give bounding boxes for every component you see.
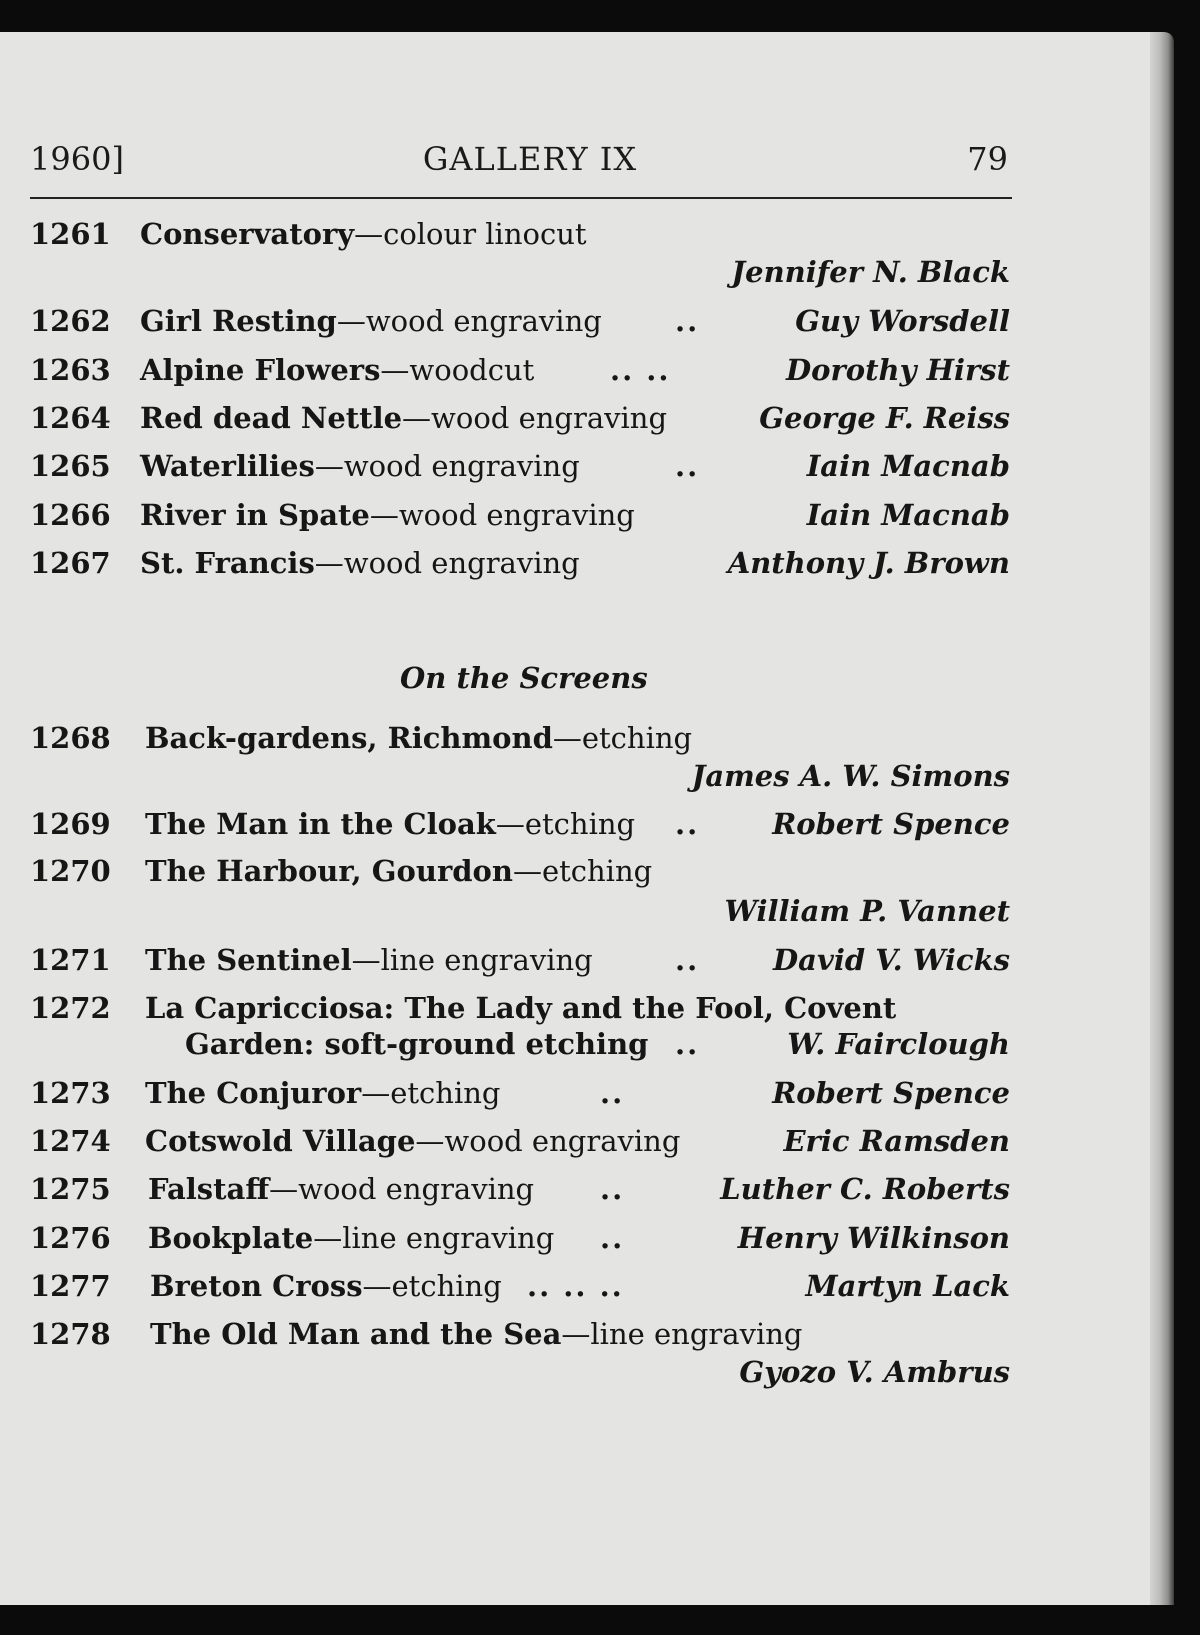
entry-title-text: Waterlilies — [140, 449, 315, 483]
entry-number: 1273 — [30, 1076, 111, 1110]
entry-medium: —wood engraving — [402, 401, 668, 435]
leader-dots: .. — [600, 1221, 625, 1255]
entry-artist: W. Fairclough — [787, 1027, 1010, 1061]
entry-title-text: Back-gardens, Richmond — [145, 721, 553, 755]
entry-medium: —line engraving — [313, 1221, 555, 1255]
entry-title-text: Conservatory — [140, 217, 355, 251]
entry-title-text: The Old Man and the Sea — [150, 1317, 562, 1351]
entry-medium: —etching — [495, 807, 636, 841]
entry-artist: Luther C. Roberts — [720, 1172, 1010, 1206]
section-heading: On the Screens — [400, 661, 648, 695]
entry-number: 1261 — [30, 217, 111, 251]
entry-title — [140, 352, 534, 388]
entry-number: 1274 — [30, 1124, 111, 1158]
entry-title-text: Girl Resting — [140, 304, 337, 338]
entry-title — [148, 1171, 534, 1207]
entry-title-text: The Conjuror — [145, 1076, 362, 1110]
entry-title — [145, 806, 635, 842]
header-rule — [30, 197, 1012, 199]
entry-number: 1277 — [30, 1269, 111, 1303]
entry-number: 1276 — [30, 1221, 111, 1255]
entry-medium: —etching — [362, 1269, 502, 1303]
entry-medium: —etching — [552, 721, 693, 755]
entry-title — [150, 1316, 802, 1352]
entry-number: 1278 — [30, 1317, 111, 1351]
entry-number: 1262 — [30, 304, 111, 338]
leader-dots: .. — [675, 943, 700, 977]
page-number: 79 — [967, 140, 1008, 178]
entry-title — [140, 497, 635, 533]
entry-number: 1264 — [30, 401, 111, 435]
entry-number: 1265 — [30, 449, 111, 483]
entry-title-continuation: Garden: soft-ground etching — [185, 1027, 649, 1061]
leader-dots: .. .. — [610, 353, 671, 387]
entry-medium: —line engraving — [351, 943, 593, 977]
entry-medium: —wood engraving — [314, 449, 580, 483]
header-title: GALLERY IX — [422, 140, 638, 178]
entry-artist: Iain Macnab — [806, 498, 1010, 532]
entry-medium: —wood engraving — [269, 1172, 535, 1206]
leader-dots: .. — [675, 807, 700, 841]
entry-artist: James A. W. Simons — [691, 759, 1010, 793]
leader-dots: .. — [675, 449, 700, 483]
entry-artist: David V. Wicks — [773, 943, 1010, 977]
entry-number: 1272 — [30, 991, 111, 1025]
leader-dots: .. — [600, 1172, 625, 1206]
entry-title-text: Alpine Flowers — [140, 353, 381, 387]
entry-title — [145, 720, 692, 756]
entry-title — [150, 1268, 502, 1304]
entry-title-text: Breton Cross — [150, 1269, 363, 1303]
entry-title — [148, 1220, 554, 1256]
page-edge — [1150, 32, 1174, 1605]
entry-medium: —etching — [361, 1076, 501, 1110]
entry-title — [140, 303, 602, 339]
entry-artist: Dorothy Hirst — [786, 353, 1010, 387]
entry-artist: Guy Worsdell — [795, 304, 1010, 338]
leader-dots: .. — [675, 1027, 700, 1061]
entry-title — [145, 942, 593, 978]
entry-number: 1267 — [30, 546, 111, 580]
entry-artist: Robert Spence — [772, 1076, 1010, 1110]
entry-medium: —wood engraving — [336, 304, 602, 338]
entry-title-text: The Harbour, Gourdon — [145, 854, 513, 888]
entry-artist: Henry Wilkinson — [737, 1221, 1010, 1255]
entry-title-text: Falstaff — [148, 1172, 270, 1206]
entry-title-text: Red dead Nettle — [140, 401, 403, 435]
entry-medium: —woodcut — [380, 353, 535, 387]
entry-title — [140, 448, 580, 484]
entry-medium: —wood engraving — [415, 1124, 681, 1158]
entry-title-text: The Sentinel — [145, 943, 352, 977]
entry-artist: Jennifer N. Black — [731, 255, 1010, 289]
entry-title — [140, 545, 580, 581]
entry-medium: —wood engraving — [314, 546, 580, 580]
entry-title-text: Bookplate — [148, 1221, 314, 1255]
entry-artist: George F. Reiss — [759, 401, 1010, 435]
entry-number: 1263 — [30, 353, 111, 387]
leader-dots: .. — [600, 1076, 625, 1110]
entry-artist: William P. Vannet — [724, 894, 1010, 928]
entry-artist: Gyozo V. Ambrus — [739, 1355, 1010, 1389]
entry-title — [145, 1123, 680, 1159]
entry-medium: —wood engraving — [369, 498, 635, 532]
entry-title — [145, 1075, 500, 1111]
entry-medium: —line engraving — [561, 1317, 803, 1351]
entry-artist: Robert Spence — [772, 807, 1010, 841]
entry-medium: —colour linocut — [354, 217, 587, 251]
leader-dots: .. — [675, 304, 700, 338]
entry-number: 1275 — [30, 1172, 111, 1206]
entry-title — [140, 400, 667, 436]
entry-title-text: The Man in the Cloak — [145, 807, 496, 841]
entry-artist: Iain Macnab — [806, 449, 1010, 483]
entry-number: 1268 — [30, 721, 111, 755]
entry-title-text: River in Spate — [140, 498, 370, 532]
entry-title: La Capricciosa: The Lady and the Fool, Covent — [145, 991, 897, 1025]
entry-title — [140, 216, 587, 252]
entry-title-text: Cotswold Village — [145, 1124, 416, 1158]
entry-artist: Martyn Lack — [805, 1269, 1010, 1303]
entry-medium: —etching — [512, 854, 653, 888]
entry-number: 1270 — [30, 854, 111, 888]
entry-title — [145, 853, 652, 889]
entry-artist: Eric Ramsden — [783, 1124, 1010, 1158]
entry-number: 1266 — [30, 498, 111, 532]
entry-title-text: St. Francis — [140, 546, 315, 580]
leader-dots: .. .. .. — [527, 1269, 624, 1303]
entry-number: 1269 — [30, 807, 111, 841]
header-year: 1960] — [30, 140, 124, 178]
entry-artist: Anthony J. Brown — [727, 546, 1010, 580]
entry-number: 1271 — [30, 943, 111, 977]
